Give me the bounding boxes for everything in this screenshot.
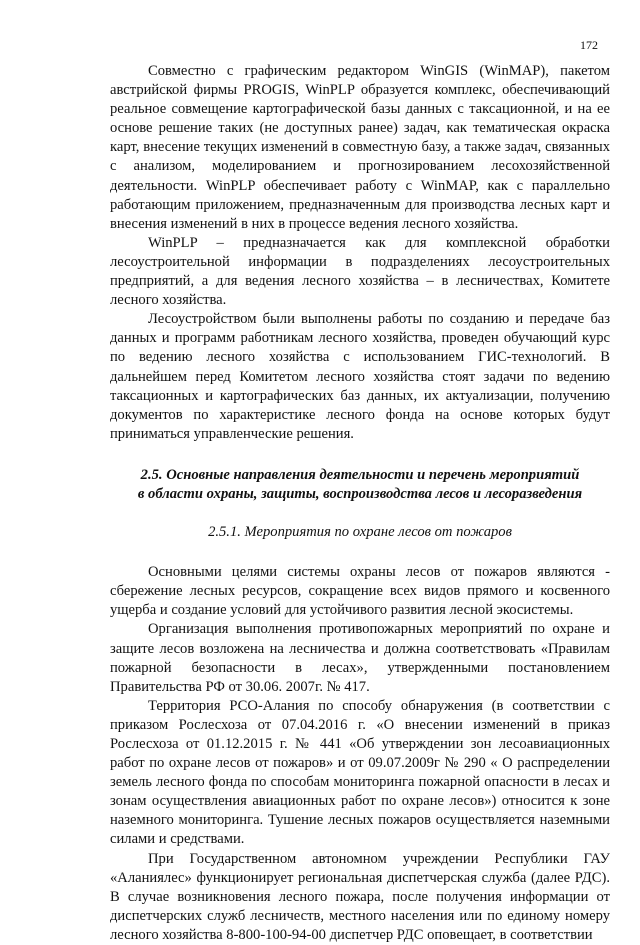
subsection-heading: 2.5.1. Мероприятия по охране лесов от пожаров <box>208 524 512 541</box>
paragraph-dispatch-service: При Государственном автономном учреждении Республики ГАУ «Аланиялес» функционирует региональная диспетчерская служба (далее РДС). В случае возникновения лесного пожара, после получения информации от диспетчерских служб лесничеств, местного населения или по единому номеру лесного хозяйства 8-800-100-94-00 диспетчер РДС оповещает, в соответствии <box>110 850 610 943</box>
paragraph-fire-protection-goals: Основными целями системы охраны лесов от пожаров являются - сбережение лесных ресурсов, сокращение всех видов прямого и косвенного ущерба и создание условий для устойчивого развития лесной экосистемы. <box>110 564 610 619</box>
paragraph-fire-measures-organization: Организация выполнения противопожарных мероприятий по охране и защите лесов возложена на лесничества и должна соответствовать «Правилам пожарной безопасности в лесах», утвержденными постановлением Правительства РФ от 30.06. 2007г. № 417. <box>110 621 610 695</box>
paragraph-winplp: WinPLP – предназначается как для комплексной обработки лесоустроительной информации в подразделениях лесоустроительных предприятий, а для ведения лесного хозяйства – в лесничествах, Комитете лесного хозяйства. <box>110 234 610 309</box>
page-content <box>110 62 610 945</box>
paragraph-wingis: Совместно с графическим редактором WinGIS (WinMAP), пакетом австрийской фирмы PROGIS, WinPLP образуется комплекс, обеспечивающий реальное совмещение картографической базы данных с таксационной, и на ее основе решение таких (не доступных ранее) задач, как тематическая окраска карт, внесение текущих изменений в совместную базу, а также задач, связанных с анализом, моделированием и прогнозированием лесохозяйственной деятельности. WinPLP обеспечивает работу с WinMAP, как с параллельно работающим приложением, предназначенным для производства лесных карт и внесения изменений в них в процессе ведения лесного хозяйства. <box>110 63 610 232</box>
section-heading <box>110 466 610 504</box>
paragraph-forest-inventory: Лесоустройством были выполнены работы по созданию и передаче баз данных и программ работникам лесного хозяйства, проведен обучающий курс по ведению лесного хозяйства с использованием ГИС-технологий. В дальнейшем перед Комитетом лесного хозяйства стоят задачи по ведению таксационных и картографических баз данных, их актуализации, получению документов по характеристике лесного фонда на основе которых будут приниматься управленческие решения. <box>110 311 610 442</box>
page-number: 172 <box>580 38 598 52</box>
section-heading-line-2: в области охраны, защиты, воспроизводства лесов и лесоразведения <box>137 485 583 502</box>
section-heading-line-1: 2.5. Основные направления деятельности и перечень мероприятий <box>140 466 580 483</box>
paragraph-territory-monitoring: Территория РСО-Алания по способу обнаружения (в соответствии с приказом Рослесхоза от 07.04.2016 г. «О внесении изменений в приказ Рослесхоза от 01.12.2015 г. № 441 «Об утверждении зон лесоавиационных работ по охране лесов от пожаров» и от 09.07.2009г № 290 « О распределении земель лесного фонда по способам мониторинга пожарной опасности в лесах и зонам осуществления авиационных работ по охране лесов») относится к зоне наземного мониторинга. Тушение лесных пожаров осуществляется наземными силами и средствами. <box>110 697 610 848</box>
